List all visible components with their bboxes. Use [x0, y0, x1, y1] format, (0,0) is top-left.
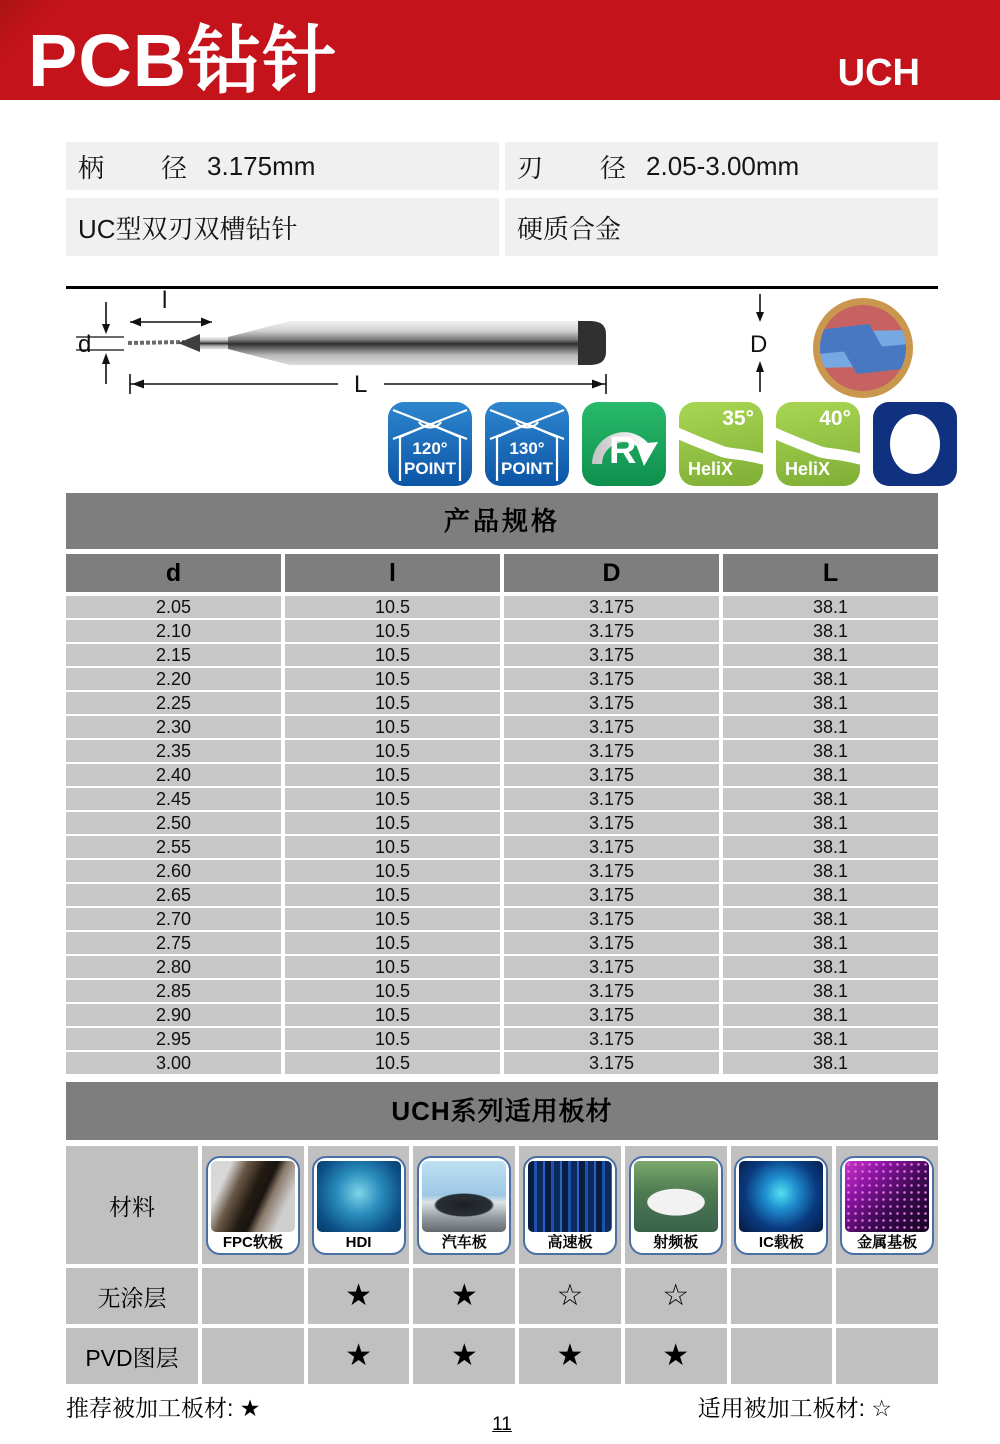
- table-row: [66, 1028, 938, 1050]
- table-cell: 38.1: [723, 644, 938, 666]
- table-cell: 3.175: [504, 908, 719, 930]
- table-row: [66, 692, 938, 714]
- table-cell: 2.10: [66, 620, 281, 642]
- table-cell: 2.25: [66, 692, 281, 714]
- table-cell: 10.5: [285, 620, 500, 642]
- helix-angle-badge: [776, 402, 860, 486]
- point-angle-text: 120°: [412, 439, 448, 458]
- material-card: [312, 1156, 406, 1255]
- section-divider: [66, 286, 938, 289]
- blade-value: 2.05-3.00mm: [646, 150, 800, 181]
- blade-label-1: 刃: [517, 152, 544, 183]
- rating-star: ★: [450, 1339, 478, 1372]
- table-cell: 10.5: [285, 908, 500, 930]
- rating-star: ★: [556, 1339, 584, 1372]
- table-cell: 3.175: [504, 956, 719, 978]
- table-row: [66, 956, 938, 978]
- rating-star: ★: [345, 1339, 373, 1372]
- table-cell: 3.175: [504, 740, 719, 762]
- table-cell: 10.5: [285, 692, 500, 714]
- table-cell: 3.175: [504, 884, 719, 906]
- material-photo-fpc: [211, 1161, 295, 1232]
- table-cell: 3.00: [66, 1052, 281, 1074]
- table-cell: 10.5: [285, 932, 500, 954]
- rating-cell: [625, 1268, 727, 1324]
- rating-cell: [519, 1268, 621, 1324]
- r-letter-text: R: [609, 430, 637, 472]
- table-cell: 38.1: [723, 764, 938, 786]
- table-row: [66, 716, 938, 738]
- spec-summary: [66, 142, 938, 256]
- table-cell: 10.5: [285, 860, 500, 882]
- point-angle-badge: [388, 402, 472, 486]
- table-cell: 38.1: [723, 884, 938, 906]
- rating-cell: [836, 1268, 938, 1324]
- shank-label-2: 径: [161, 152, 188, 183]
- table-cell: 10.5: [285, 1052, 500, 1074]
- drill-diagram: [66, 290, 938, 402]
- table-cell: 2.65: [66, 884, 281, 906]
- table-cell: 10.5: [285, 596, 500, 618]
- spec-col-header-D: D: [504, 554, 719, 592]
- spec-table-body: [66, 596, 938, 1074]
- table-row: [66, 812, 938, 834]
- helix-angle-text: 35°: [722, 407, 754, 430]
- material-photo-ic: [739, 1161, 823, 1232]
- feature-badges: [388, 402, 957, 486]
- dimension-label-l: l: [162, 290, 168, 314]
- table-cell: 3.175: [504, 668, 719, 690]
- table-cell: 3.175: [504, 692, 719, 714]
- table-cell: 2.60: [66, 860, 281, 882]
- table-cell: 10.5: [285, 1028, 500, 1050]
- helix-label-text: HeliX: [785, 459, 831, 479]
- table-row: [66, 596, 938, 618]
- table-cell: 2.30: [66, 716, 281, 738]
- table-cell: 3.175: [504, 980, 719, 1002]
- rating-cell: [202, 1328, 304, 1384]
- material-photo-metal: [845, 1161, 929, 1232]
- page-title: PCB钻针: [28, 19, 338, 102]
- rating-star: ☆: [556, 1279, 584, 1312]
- shank-value: 3.175mm: [207, 150, 316, 181]
- material-cell: [519, 1146, 621, 1264]
- table-cell: 38.1: [723, 620, 938, 642]
- hole-icon: [890, 414, 940, 474]
- table-cell: 2.50: [66, 812, 281, 834]
- rating-star: ★: [662, 1339, 690, 1372]
- table-cell: 2.35: [66, 740, 281, 762]
- table-row: [66, 1052, 938, 1074]
- table-cell: 38.1: [723, 788, 938, 810]
- table-cell: 38.1: [723, 1004, 938, 1026]
- rating-cell: [731, 1328, 833, 1384]
- spec-col-header-d: d: [66, 554, 281, 592]
- point-angle-badge: [485, 402, 569, 486]
- table-cell: 3.175: [504, 716, 719, 738]
- point-angle-text: 130°: [509, 439, 545, 458]
- table-row: [66, 668, 938, 690]
- helix-angle-badge: [679, 402, 763, 486]
- material-card: [523, 1156, 617, 1255]
- table-cell: 38.1: [723, 908, 938, 930]
- spec-cell-shank-diameter: [66, 142, 499, 190]
- rating-cell: [202, 1268, 304, 1324]
- table-cell: 3.175: [504, 1028, 719, 1050]
- dimension-label-D: D: [750, 331, 768, 358]
- coating-label-cell: [66, 1328, 198, 1384]
- table-cell: 38.1: [723, 740, 938, 762]
- table-cell: 2.15: [66, 644, 281, 666]
- material-card: [417, 1156, 511, 1255]
- shank-label-1: 柄: [78, 152, 105, 183]
- table-cell: 38.1: [723, 860, 938, 882]
- table-cell: 2.70: [66, 908, 281, 930]
- table-cell: 38.1: [723, 716, 938, 738]
- table-cell: 10.5: [285, 1004, 500, 1026]
- table-cell: 2.05: [66, 596, 281, 618]
- rating-cell: [413, 1328, 515, 1384]
- rating-star: ★: [450, 1279, 478, 1312]
- table-cell: 2.85: [66, 980, 281, 1002]
- materials-title: UCH系列适用板材: [66, 1082, 938, 1140]
- table-cell: 3.175: [504, 812, 719, 834]
- table-cell: 38.1: [723, 956, 938, 978]
- material-cell: [731, 1146, 833, 1264]
- drill-type-text: UC型双刃双槽钻针: [78, 213, 298, 244]
- table-cell: 2.75: [66, 932, 281, 954]
- table-cell: 38.1: [723, 932, 938, 954]
- table-cell: 3.175: [504, 620, 719, 642]
- table-cell: 3.175: [504, 860, 719, 882]
- page-content: [66, 0, 938, 1444]
- table-cell: 10.5: [285, 980, 500, 1002]
- table-row: [66, 860, 938, 882]
- point-label-text: POINT: [404, 459, 456, 478]
- dimension-label-d: d: [78, 331, 92, 358]
- material-label: 射频板: [653, 1233, 699, 1251]
- table-cell: 3.175: [504, 1004, 719, 1026]
- materials-label-cell: [66, 1146, 198, 1264]
- table-cell: 2.80: [66, 956, 281, 978]
- material-card: [840, 1156, 934, 1255]
- rating-cell: [413, 1268, 515, 1324]
- table-row: [66, 908, 938, 930]
- point-label-text: POINT: [501, 459, 553, 478]
- table-cell: 3.175: [504, 836, 719, 858]
- page-number: 11: [492, 1414, 512, 1435]
- spec-cell-drill-type: [66, 198, 499, 256]
- table-cell: 38.1: [723, 812, 938, 834]
- table-cell: 10.5: [285, 716, 500, 738]
- table-cell: 38.1: [723, 1028, 938, 1050]
- table-cell: 3.175: [504, 596, 719, 618]
- materials-row-label: 材料: [109, 1193, 155, 1220]
- spec-col-header-l: l: [285, 554, 500, 592]
- table-cell: 10.5: [285, 836, 500, 858]
- table-row: [66, 932, 938, 954]
- series-code: UCH: [837, 52, 920, 94]
- table-cell: 10.5: [285, 668, 500, 690]
- radius-badge: [582, 402, 666, 486]
- rating-cell: [731, 1268, 833, 1324]
- rating-cell: [308, 1328, 410, 1384]
- material-cell: [836, 1146, 938, 1264]
- table-cell: 3.175: [504, 764, 719, 786]
- table-cell: 38.1: [723, 836, 938, 858]
- table-cell: 38.1: [723, 596, 938, 618]
- spec-col-header-L: L: [723, 554, 938, 592]
- table-cell: 38.1: [723, 668, 938, 690]
- material-label: 汽车板: [441, 1233, 487, 1251]
- material-card: [734, 1156, 828, 1255]
- table-cell: 3.175: [504, 644, 719, 666]
- helix-angle-text: 40°: [819, 407, 851, 430]
- table-cell: 2.90: [66, 1004, 281, 1026]
- table-row: [66, 1004, 938, 1026]
- materials-table: [66, 1146, 938, 1384]
- table-row: [66, 620, 938, 642]
- table-row: [66, 740, 938, 762]
- material-label: 金属基板: [857, 1233, 918, 1251]
- legend-recommended: 推荐被加工板材: ★: [66, 1395, 261, 1421]
- flute-cross-section-logo-icon: [811, 296, 915, 400]
- material-label: 高速板: [547, 1233, 593, 1251]
- blade-label-2: 径: [600, 152, 627, 183]
- material-label: HDI: [345, 1233, 372, 1251]
- table-cell: 38.1: [723, 980, 938, 1002]
- material-text: 硬质合金: [517, 213, 622, 244]
- table-row: [66, 836, 938, 858]
- rating-star: ☆: [662, 1279, 690, 1312]
- material-photo-hdi: [317, 1161, 401, 1232]
- material-cell: [413, 1146, 515, 1264]
- material-photo-rf: [634, 1161, 718, 1232]
- material-photo-car: [422, 1161, 506, 1232]
- table-cell: 3.175: [504, 788, 719, 810]
- drill-dimension-drawing-icon: [66, 290, 938, 402]
- table-cell: 2.40: [66, 764, 281, 786]
- rating-star: ★: [345, 1279, 373, 1312]
- spec-cell-material: [505, 198, 938, 256]
- table-row: [66, 884, 938, 906]
- table-row: [66, 764, 938, 786]
- rating-cell: [836, 1328, 938, 1384]
- rating-cell: [625, 1328, 727, 1384]
- material-card: [206, 1156, 300, 1255]
- spec-table-header: [66, 554, 938, 592]
- table-cell: 10.5: [285, 644, 500, 666]
- legend-suitable: 适用被加工板材: ☆: [697, 1395, 892, 1421]
- table-cell: 2.55: [66, 836, 281, 858]
- material-photo-speed: [528, 1161, 612, 1232]
- table-row: [66, 980, 938, 1002]
- table-cell: 3.175: [504, 1052, 719, 1074]
- table-cell: 10.5: [285, 740, 500, 762]
- coating-row-label: PVD图层: [85, 1344, 179, 1371]
- table-cell: 10.5: [285, 884, 500, 906]
- table-cell: 2.20: [66, 668, 281, 690]
- material-label: IC载板: [758, 1233, 804, 1251]
- table-cell: 2.95: [66, 1028, 281, 1050]
- spec-cell-blade-diameter: [505, 142, 938, 190]
- table-cell: 10.5: [285, 812, 500, 834]
- material-cell: [625, 1146, 727, 1264]
- helix-label-text: HeliX: [688, 459, 734, 479]
- rating-cell: [308, 1268, 410, 1324]
- table-cell: 3.175: [504, 932, 719, 954]
- material-cell: [202, 1146, 304, 1264]
- table-cell: 10.5: [285, 764, 500, 786]
- table-cell: 2.45: [66, 788, 281, 810]
- coating-row-label: 无涂层: [97, 1284, 167, 1311]
- dimension-label-L: L: [354, 371, 368, 398]
- table-cell: 10.5: [285, 788, 500, 810]
- spec-table-title: 产品规格: [66, 493, 938, 549]
- material-cell: [308, 1146, 410, 1264]
- material-card: [629, 1156, 723, 1255]
- table-row: [66, 644, 938, 666]
- rating-cell: [519, 1328, 621, 1384]
- coating-label-cell: [66, 1268, 198, 1324]
- material-label: FPC软板: [222, 1233, 283, 1251]
- table-cell: 38.1: [723, 1052, 938, 1074]
- table-row: [66, 788, 938, 810]
- table-cell: 38.1: [723, 692, 938, 714]
- ring-badge: [873, 402, 957, 486]
- table-cell: 10.5: [285, 956, 500, 978]
